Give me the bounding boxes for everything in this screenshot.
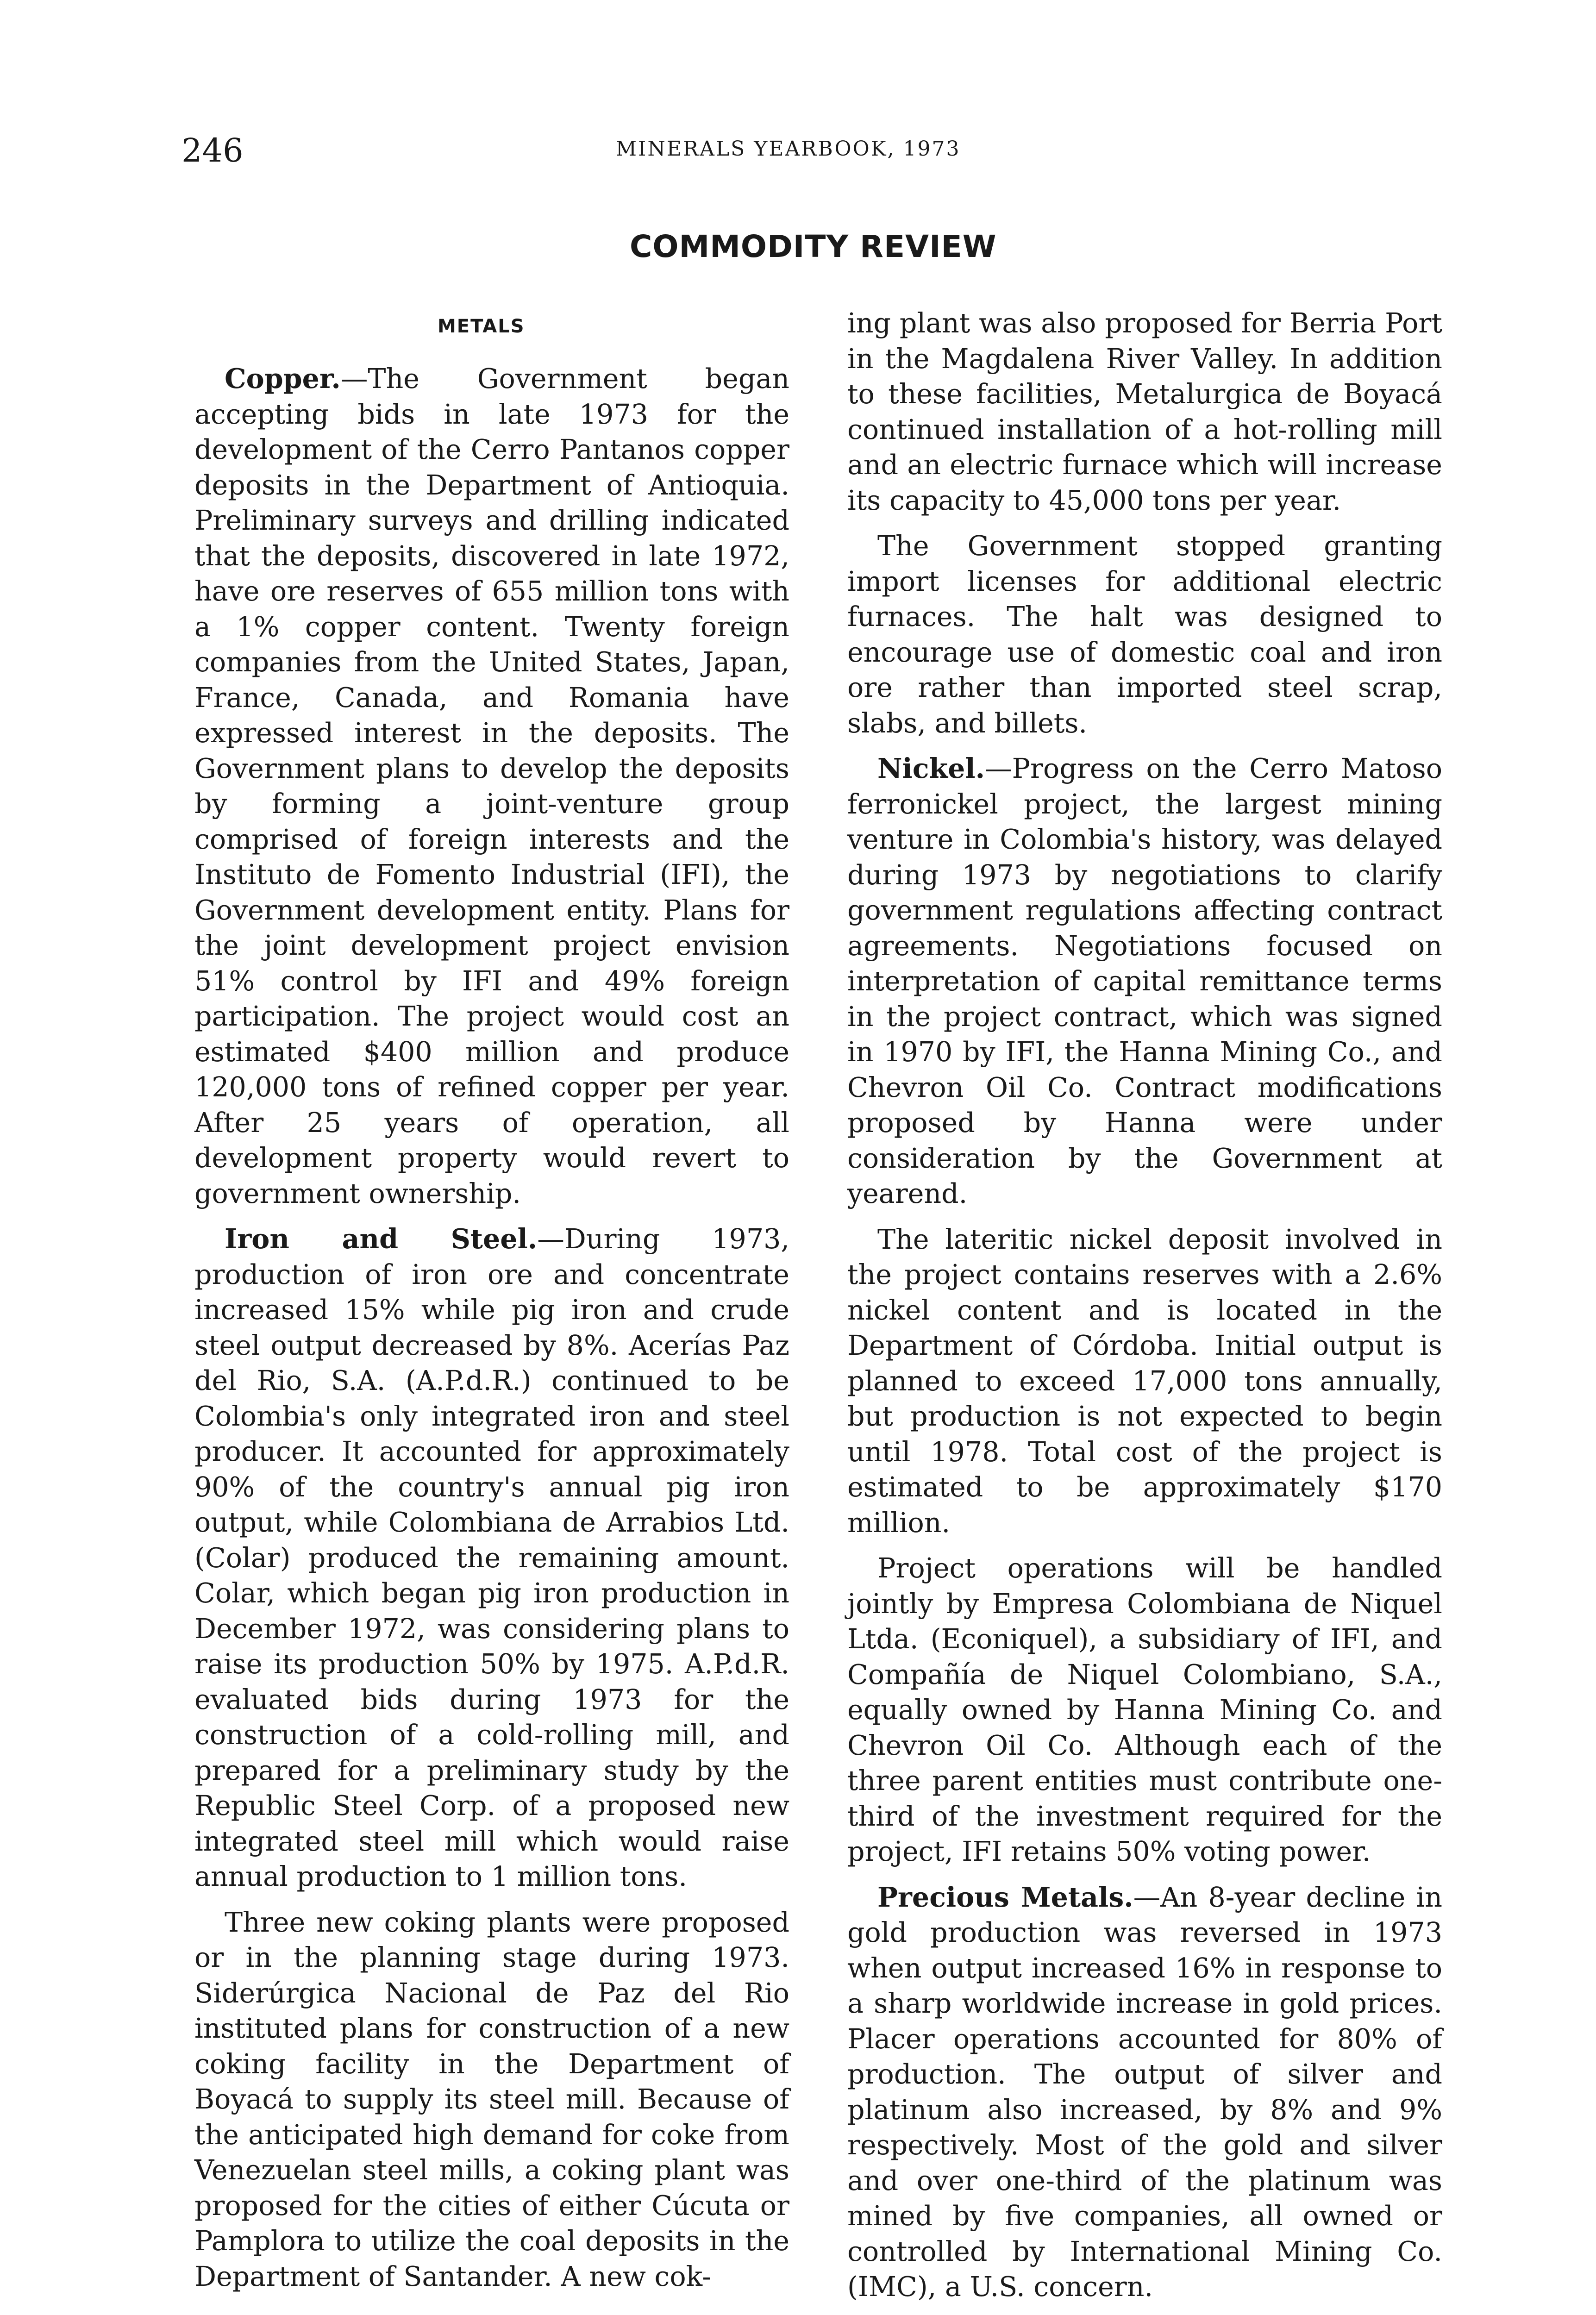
paragraph-copper [194,361,789,1211]
run-in-heading: Copper. [225,363,341,394]
run-in-heading: Precious Metals. [877,1881,1133,1913]
paragraph-text: —An 8-year decline in gold production was reversed in 1973 when output increased 16% in response to a sharp worldwide increase in gold prices. Placer operations accounted for 80% of production. The output of silver and platinum also increased, by 8% and 9% respectively. Most of the gold and silver and over one-third of the platinum was mined by five companies, all owned or controlled by International Mining Co. (IMC), a U.S. concern. [847,1881,1443,2302]
run-in-heading: Iron and Steel. [225,1223,538,1255]
paragraph-project-operations [847,1551,1442,1870]
paragraph-text: Project operations will be handled jointly by Empresa Colombiana de Niquel Ltda. (Econiquel), a subsidiary of IFI, and Compañía de Niquel Colombiano, S.A., equally owned by Hanna Mining Co. and Chevron Oil Co. Although each of the three parent entities must contribute one-third of the investment required for the project, IFI retains 50% voting power. [847,1552,1442,1867]
running-header: MINERALS YEARBOOK, 1973 [616,137,961,161]
paragraph-coking-plants [194,1905,789,2295]
subsection-title: METALS [438,316,525,337]
paragraph-text: ing plant was also proposed for Berria Port in the Magdalena River Valley. In addition to these facilities, Metalurgica de Boyacá continued installation of a hot-rolling mill and an electric furnace which will increase its capacity to 45,000 tons per year. [847,307,1442,516]
paragraph-continuation [847,306,1442,518]
paragraph-text: The lateritic nickel deposit involved in the project contains reserves with a 2.6% nickel content and is located in the Department of Córdoba. Initial output is planned to exceed 17,000 tons annually, but production is not expected to begin until 1978. Total cost of the project is estimated to be approximately $170 million. [847,1223,1442,1539]
paragraph-nickel [847,751,1442,1212]
page-number: 246 [182,131,244,169]
paragraph-nickel-deposit [847,1222,1442,1541]
paragraph-precious-metals [847,1880,1442,2305]
paragraph-text: Three new coking plants were proposed or in the planning stage during 1973. Siderúrgica Nacional de Paz del Rio instituted plans for construction of a new coking facility in the Department of Boyacá to supply its steel mill. Because of the anticipated high demand for coke from Venezuelan steel mills, a coking plant was proposed for the cities of either Cúcuta or Pamplora to utilize the coal deposits in the Department of Santander. A new cok- [194,1906,789,2292]
paragraph-text: —Progress on the Cerro Matoso ferronickel project, the largest mining venture in Colombia's history, was delayed during 1973 by negotiations to clarify government regulations affecting contract agreements. Negotiations focused on interpretation of capital remittance terms in the project contract, which was signed in 1970 by IFI, the Hanna Mining Co., and Chevron Oil Co. Contract modifications proposed by Hanna were under consideration by the Government at yearend. [847,753,1442,1209]
right-column [847,306,1442,2315]
paragraph-text: —The Government began accepting bids in late 1973 for the development of the Cerro Pantanos copper deposits in the Department of Antioquia. Preliminary surveys and drilling indicated that the deposits, discovered in late 1972, have ore reserves of 655 million tons with a 1% copper content. Twenty foreign companies from the United States, Japan, France, Canada, and Romania have expressed interest in the deposits. The Government plans to develop the deposits by forming a joint-venture group comprised of foreign interests and the Instituto de Fomento Industrial (IFI), the Government development entity. Plans for the joint development project envision 51% control by IFI and 49% foreign participation. The project would cost an estimated $400 million and produce 120,000 tons of refined copper per year. After 25 years of operation, all development property would revert to government ownership. [194,363,789,1209]
paragraph-iron-and-steel [194,1221,789,1895]
paragraph-import-licenses [847,528,1442,741]
paragraph-text: The Government stopped granting import licenses for additional electric furnaces. The halt was designed to encourage use of domestic coal and iron ore rather than imported steel scrap, slabs, and billets. [847,530,1442,739]
paragraph-text: —During 1973, production of iron ore and concentrate increased 15% while pig iron and crude steel output decreased by 8%. Acerías Paz del Rio, S.A. (A.P.d.R.) continued to be Colombia's only integrated iron and steel producer. It accounted for approximately 90% of the country's annual pig iron output, while Colombiana de Arrabios Ltd. (Colar) produced the remaining amount. Colar, which began pig iron production in December 1972, was considering plans to raise its production 50% by 1975. A.P.d.R. evaluated bids during 1973 for the construction of a cold-rolling mill, and prepared for a preliminary study by the Republic Steel Corp. of a proposed new integrated steel mill which would raise annual production to 1 million tons. [194,1223,789,1892]
run-in-heading: Nickel. [877,752,985,784]
left-column [194,361,789,2304]
section-title: COMMODITY REVIEW [630,229,997,264]
